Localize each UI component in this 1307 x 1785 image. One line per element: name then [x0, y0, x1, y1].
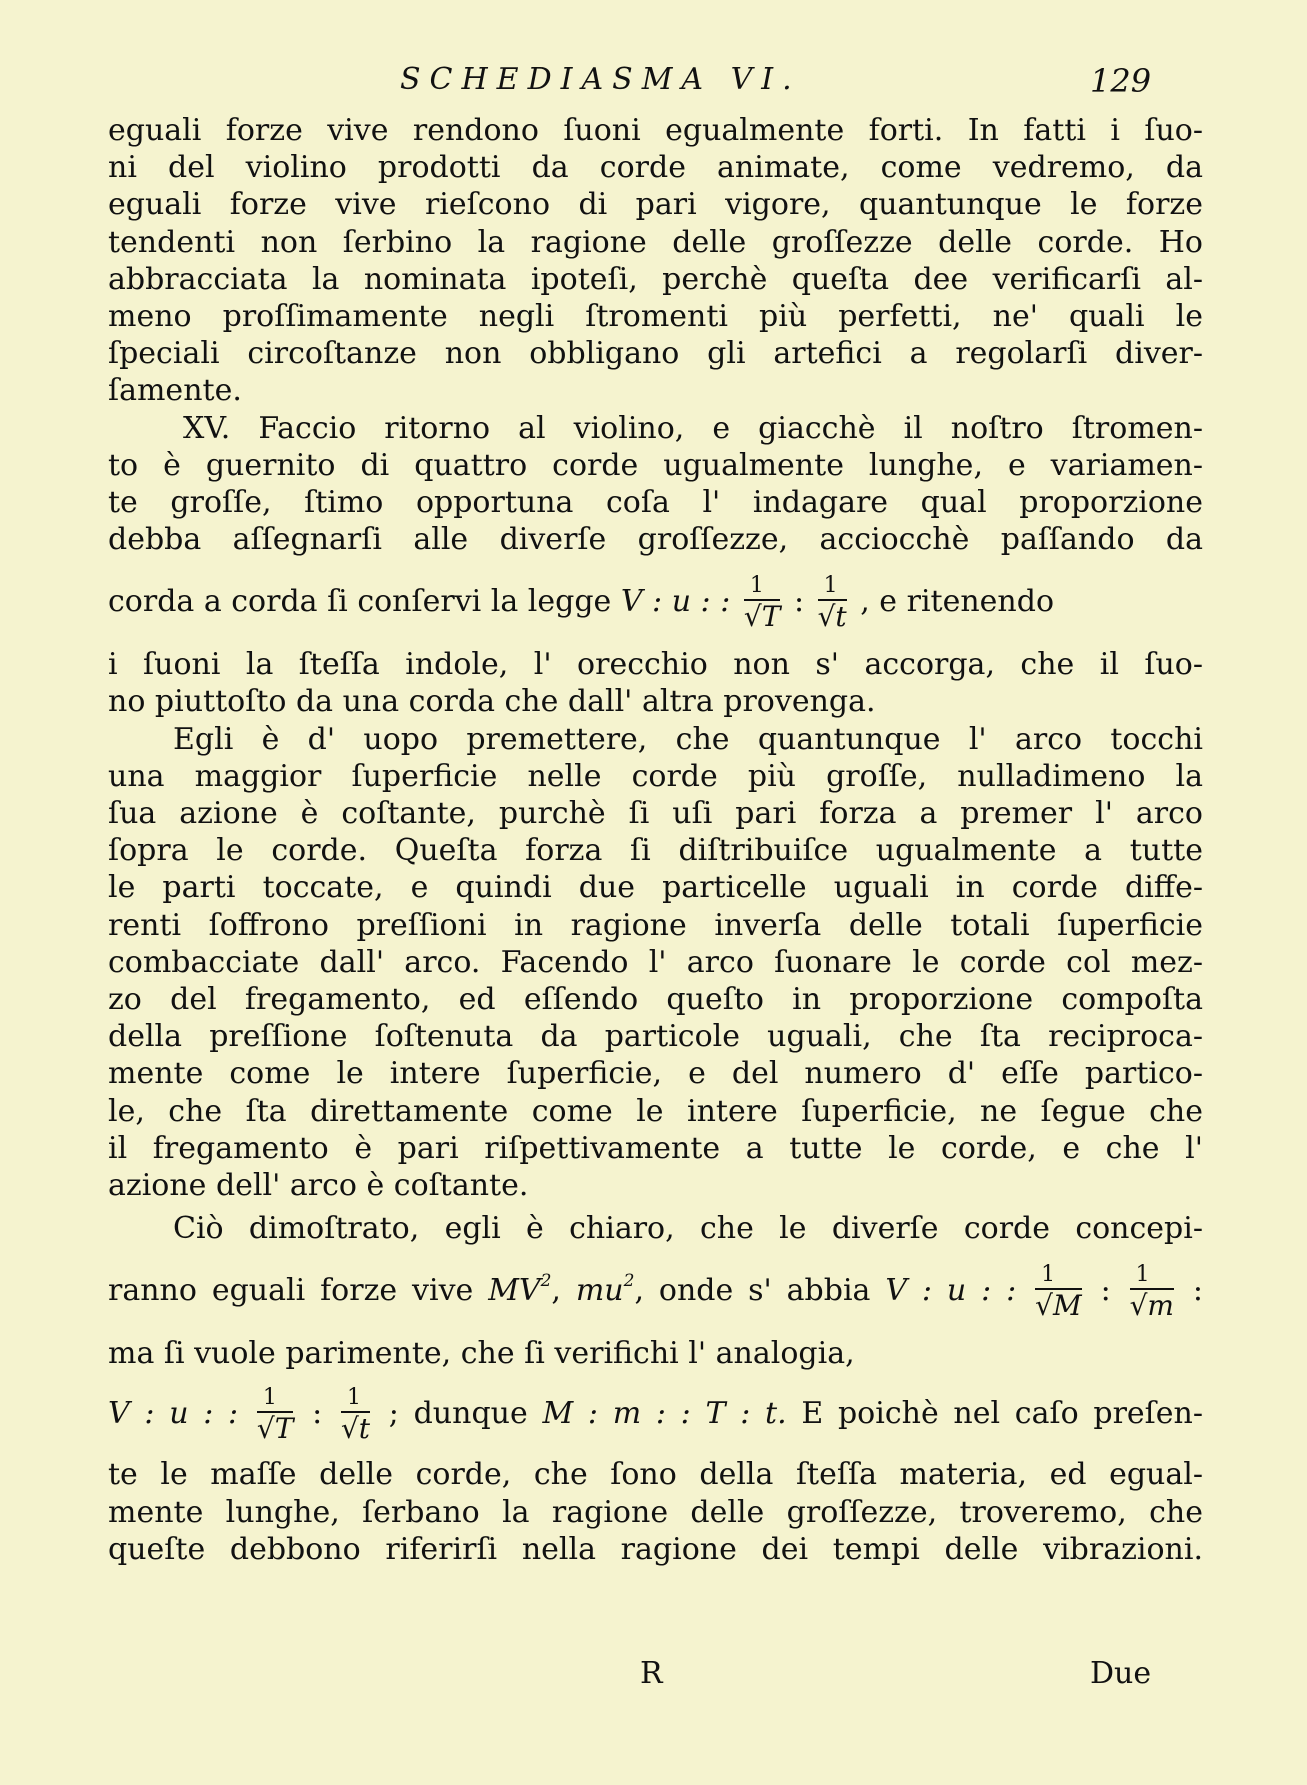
text-line: eguali forze vive rendono ſuoni egualmente forti. In fatti i ſuo-	[108, 113, 1203, 148]
fraction-denominator: √T	[256, 1412, 294, 1446]
paragraph-start: Egli è d' uopo premettere, che quantunque l' arco tocchi	[173, 721, 1203, 757]
running-head	[0, 62, 1307, 102]
fraction-numerator: 1	[257, 1387, 294, 1413]
text-line: ma ſi vuole parimente, che ſi verifichi l' analogia,	[108, 1336, 855, 1372]
catchword: Due	[1090, 1656, 1152, 1691]
fraction	[1035, 1262, 1082, 1323]
formula2-expr: V : u : :	[885, 1273, 1017, 1309]
page-number: 129	[1090, 62, 1152, 100]
text-line: to è guernito di quattro corde ugualmente lunghe, e variamen-	[108, 447, 1203, 483]
formula2-mid: , onde s' abbia	[634, 1273, 871, 1309]
fraction	[817, 573, 847, 634]
text-line: azione dell' arco è coſtante.	[108, 1167, 529, 1203]
fraction-numerator: 1	[1035, 1264, 1082, 1290]
fraction-denominator: √m	[1129, 1289, 1174, 1323]
paragraph-start: Ciò dimoſtrato, egli è chiaro, che le diverſe corde concepi-	[173, 1211, 1203, 1247]
text-line: della preſſione ſoſtenuta da particole uguali, che ſta reciproca-	[108, 1019, 1203, 1055]
formula-line-3	[108, 1372, 1203, 1456]
fraction-numerator: 1	[341, 1387, 370, 1413]
text-line: eguali forze vive rieſcono di pari vigore, quantunque le forze	[108, 187, 1203, 223]
ratio-colon: :	[793, 584, 805, 620]
text-line: meno proſſimamente negli ſtromenti più perfetti, ne' quali le	[108, 298, 1203, 334]
fraction-numerator: 1	[818, 575, 847, 601]
ratio-colon: :	[312, 1396, 323, 1432]
body-text	[108, 112, 1203, 1568]
text-line: queſte debbono riferirſi nella ragione dei tempi delle vibrazioni.	[108, 1531, 1203, 1567]
text-line: zo del fregamento, ed eſſendo queſto in proporzione compoſta	[108, 981, 1203, 1017]
formula3-expr: V : u : :	[108, 1396, 239, 1432]
formula-line-2: ranno eguali forze vive $MV^2$, $mu^2$, onde s' abbia V : u : : $\frac{1}{√M}$ : $\frac{1}{√m}$ :	[108, 1262, 1203, 1323]
text-line: renti ſoffrono preſſioni in ragione inverſa delle totali ſuperficie	[108, 907, 1203, 943]
page-footer	[0, 1656, 1307, 1696]
formula2-term1: $MV^2$	[488, 1271, 552, 1309]
text-line: mente come le intere ſuperficie, e del numero d' eſſe partico-	[108, 1056, 1203, 1092]
text-line: ſamente.	[108, 373, 242, 409]
fraction-denominator: √t	[340, 1412, 371, 1446]
formula1-before: corda a corda ſi conſervi la legge	[108, 584, 612, 620]
text-line: ſpeciali circoſtanze non obbligano gli artefici a regolarſi diver-	[108, 336, 1203, 372]
text-line: combacciate dall' arco. Facendo l' arco ſuonare le corde col mez-	[108, 944, 1203, 980]
text-line: no piuttoſto da una corda che dall' altra provenga.	[108, 684, 876, 720]
fraction-numerator: 1	[1130, 1264, 1174, 1290]
formula3-after: E poichè nel caſo preſen-	[801, 1396, 1203, 1432]
fraction	[1129, 1262, 1174, 1323]
formula-line-1	[108, 558, 1203, 646]
text-line: tendenti non ſerbino la ragione delle groſſezze delle corde. Ho	[108, 224, 1203, 260]
formula1-after: , e ritenendo	[860, 584, 1055, 620]
fraction-numerator: 1	[744, 575, 781, 601]
text-line: te groſſe, ſtimo opportuna coſa l' indagare qual proporzione	[108, 484, 1203, 520]
formula2-term2: $mu^2$	[575, 1271, 635, 1309]
running-title: SCHEDIASMA VI.	[400, 62, 801, 97]
fraction	[256, 1385, 294, 1446]
text-line: i ſuoni la ſteſſa indole, l' orecchio non s' accorga, che il ſuo-	[108, 647, 1203, 683]
text-line: una maggior ſuperficie nelle corde più groſſe, nulladimeno la	[108, 758, 1203, 794]
formula2-before: ranno eguali forze vive	[108, 1273, 474, 1309]
text-line: il fregamento è pari riſpettivamente a tutte le corde, e che l'	[108, 1130, 1203, 1166]
text-line: abbracciata la nominata ipoteſi, perchè queſta dee verificarſi al-	[108, 261, 1203, 297]
text-line: ſua azione è coſtante, purchè ſi uſi pari forza a premer l' arco	[108, 796, 1203, 831]
ratio-colon: :	[1100, 1273, 1111, 1309]
fraction-denominator: √M	[1035, 1289, 1082, 1323]
formula3-mid: ; dunque	[388, 1396, 528, 1432]
signature-mark: R	[640, 1656, 663, 1691]
fraction-denominator: √T	[743, 600, 781, 634]
fraction-denominator: √t	[817, 600, 847, 634]
text-line: ni del violino prodotti da corde animate, come vedremo, da	[108, 150, 1203, 186]
fraction	[743, 573, 781, 634]
section-xv-start: XV. Faccio ritorno al violino, e giacchè il noſtro ſtromen-	[183, 410, 1203, 446]
fraction	[340, 1385, 371, 1446]
text-line: te le maſſe delle corde, che ſono della ſteſſa materia, ed egual-	[108, 1457, 1203, 1493]
text-line: mente lunghe, ſerbano la ragione delle groſſezze, troveremo, che	[108, 1494, 1203, 1530]
formula1-expr: V : u : :	[620, 584, 731, 620]
text-line: debba aſſegnarſi alle diverſe groſſezze, acciocchè paſſando da	[108, 522, 1203, 558]
ratio-colon: :	[1192, 1273, 1203, 1309]
text-line: le parti toccate, e quindi due particelle uguali in corde diffe-	[108, 870, 1203, 906]
text-line: ſopra le corde. Queſta forza ſi diſtribuiſce ugualmente a tutte	[108, 833, 1203, 869]
formula3-analogy: M : m : : T : t.	[542, 1396, 787, 1432]
text-line: le, che ſta direttamente come le intere ſuperficie, ne ſegue che	[108, 1093, 1203, 1129]
